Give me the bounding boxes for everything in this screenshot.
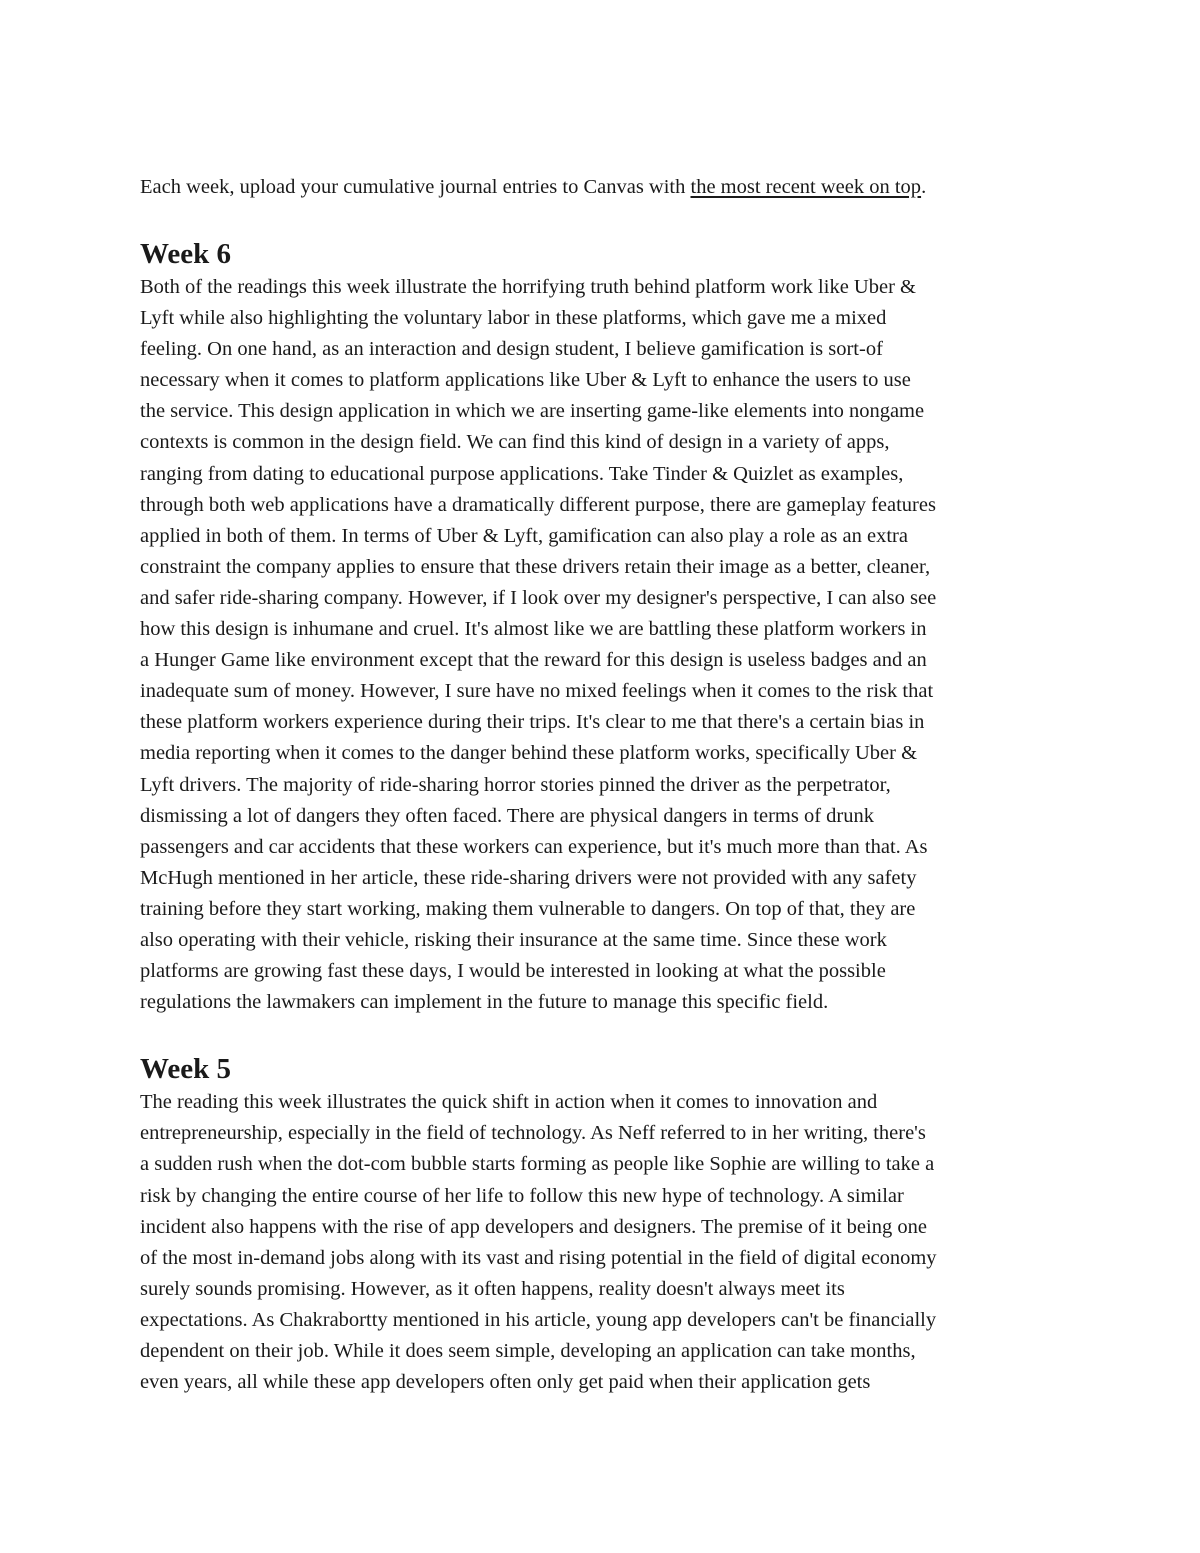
body-text-line: through both web applications have a dramatically different purpose, there are gameplay features xyxy=(140,493,936,516)
body-text-line: constraint the company applies to ensure that these drivers retain their image as a better, cleaner, xyxy=(140,555,931,578)
intro-period: . xyxy=(921,176,927,198)
body-text-line: feeling. On one hand, as an interaction and design student, I believe gamification is sort-of xyxy=(140,338,883,361)
body-text-line: media reporting when it comes to the danger behind these platform works, specifically Uber & xyxy=(140,742,918,765)
body-text-line: even years, all while these app developers often only get paid when their application gets xyxy=(140,1371,871,1394)
body-text-line: McHugh mentioned in her article, these ride-sharing drivers were not provided with any safety xyxy=(140,866,917,889)
body-text-line: of the most in-demand jobs along with its vast and rising potential in the field of digital economy xyxy=(140,1246,937,1269)
body-text-line: training before they start working, making them vulnerable to dangers. On top of that, they are xyxy=(140,897,916,920)
body-text-line: Lyft drivers. The majority of ride-sharing horror stories pinned the driver as the perpetrator, xyxy=(140,773,891,796)
body-text-line: platforms are growing fast these days, I would be interested in looking at what the possible xyxy=(140,960,886,983)
intro-instruction xyxy=(140,172,1065,203)
body-text-line: passengers and car accidents that these workers can experience, but it's much more than that. As xyxy=(140,835,928,858)
week-5-entry xyxy=(140,1051,1065,1398)
body-text-line: how this design is inhumane and cruel. It's almost like we are battling these platform workers in xyxy=(140,618,927,641)
week-5-heading: Week 5 xyxy=(140,1053,232,1086)
body-text-line: also operating with their vehicle, risking their insurance at the same time. Since these work xyxy=(140,928,887,951)
body-text-line: regulations the lawmakers can implement in the future to manage this specific field. xyxy=(140,991,829,1014)
body-text-line: applied in both of them. In terms of Uber & Lyft, gamification can also play a role as an extra xyxy=(140,524,908,547)
body-text-line: a sudden rush when the dot-com bubble starts forming as people like Sophie are willing to take a xyxy=(140,1153,935,1176)
body-text-line: ranging from dating to educational purpose applications. Take Tinder & Quizlet as examples, xyxy=(140,462,904,485)
body-text-line: contexts is common in the design field. We can find this kind of design in a variety of apps, xyxy=(140,431,890,454)
body-text-line: Lyft while also highlighting the voluntary labor in these platforms, which gave me a mixed xyxy=(140,307,887,330)
body-text-line: inadequate sum of money. However, I sure have no mixed feelings when it comes to the risk that xyxy=(140,680,934,703)
body-text-line: risk by changing the entire course of her life to follow this new hype of technology. A similar xyxy=(140,1184,904,1207)
body-text-line: expectations. As Chakrabortty mentioned in his article, young app developers can't be financially xyxy=(140,1308,937,1331)
body-text-line: these platform workers experience during their trips. It's clear to me that there's a certain bias in xyxy=(140,711,925,734)
body-text-line: dependent on their job. While it does seem simple, developing an application can take months, xyxy=(140,1340,916,1362)
week-6-heading: Week 6 xyxy=(140,238,232,270)
body-text-line: The reading this week illustrates the quick shift in action when it comes to innovation and xyxy=(140,1091,878,1114)
body-text-line: the service. This design application in which we are inserting game-like elements into nongame xyxy=(140,400,925,423)
body-text-line: a Hunger Game like environment except that the reward for this design is useless badges and an xyxy=(140,649,927,672)
intro-emphasis: the most recent week on top xyxy=(690,176,922,198)
body-text-line: and safer ride-sharing company. However, if I look over my designer's perspective, I can also see xyxy=(140,586,937,609)
document-page xyxy=(140,172,1065,1398)
body-text-line: dismissing a lot of dangers they often faced. There are physical dangers in terms of drunk xyxy=(140,804,874,827)
week-5-body xyxy=(140,1087,1065,1398)
intro-text: Each week, upload your cumulative journal entries to Canvas with xyxy=(140,176,691,198)
body-text-line: Both of the readings this week illustrate the horrifying truth behind platform work like Uber & xyxy=(140,276,916,298)
body-text-line: entrepreneurship, especially in the field of technology. As Neff referred to in her writing, there's xyxy=(140,1122,926,1145)
body-text-line: necessary when it comes to platform applications like Uber & Lyft to enhance the users to use xyxy=(140,369,911,392)
body-text-line: surely sounds promising. However, as it often happens, reality doesn't always meet its xyxy=(140,1277,845,1300)
week-6-body xyxy=(140,272,1065,1018)
body-text-line: incident also happens with the rise of app developers and designers. The premise of it being one xyxy=(140,1215,927,1238)
week-6-entry xyxy=(140,236,1065,1018)
